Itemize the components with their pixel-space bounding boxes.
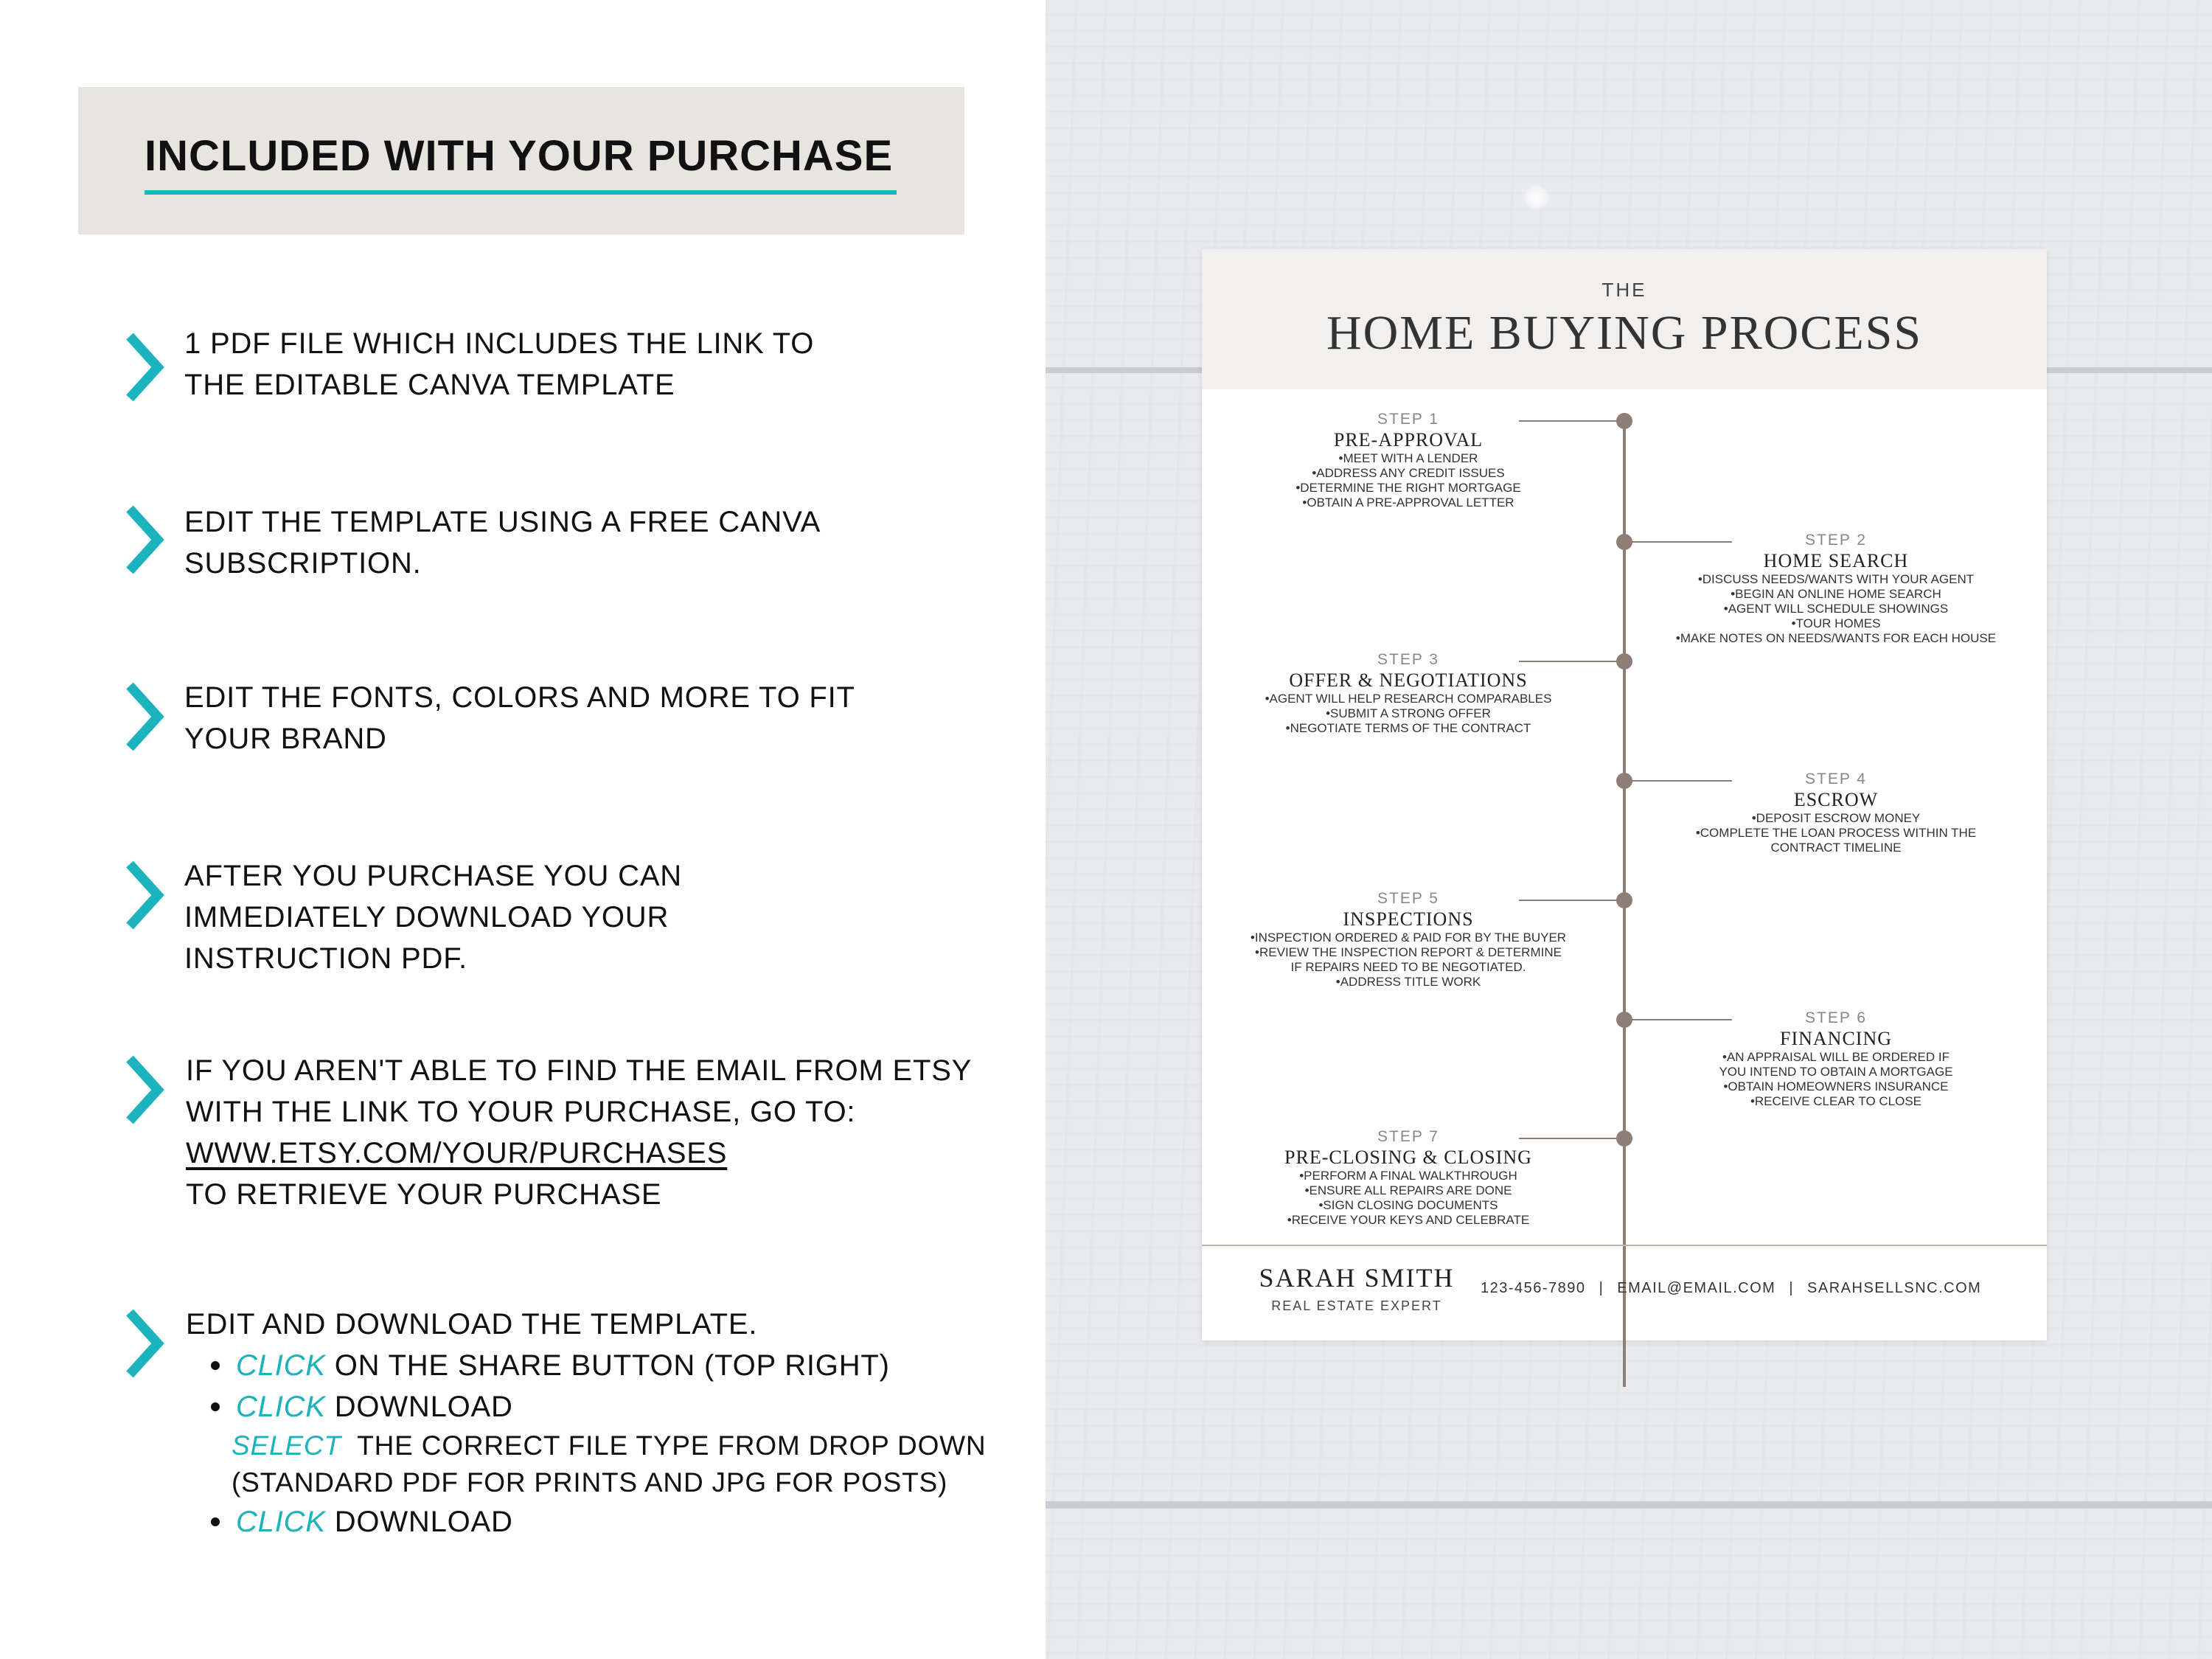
step-name: ESCROW	[1793, 789, 1879, 810]
contact-separator: |	[1599, 1280, 1604, 1296]
timeline-dot	[1616, 892, 1632, 908]
step-detail: IF REPAIRS NEED TO BE NEGOTIATED.	[1290, 960, 1526, 974]
contact-info	[1481, 1280, 1981, 1297]
item-line: AFTER YOU PURCHASE YOU CAN	[184, 860, 682, 892]
step-number: STEP 4	[1805, 771, 1867, 787]
chevron-right-icon	[122, 330, 167, 404]
step-detail: YOU INTEND TO OBTAIN A MORTGAGE	[1719, 1065, 1953, 1079]
step-name: INSPECTIONS	[1343, 908, 1474, 930]
chevron-right-icon	[122, 680, 167, 754]
item-line: EDIT THE TEMPLATE USING A FREE CANVA	[184, 506, 821, 538]
step-number: STEP 2	[1805, 532, 1867, 549]
step-detail: •DETERMINE THE RIGHT MORTGAGE	[1295, 481, 1521, 495]
bullet-item	[186, 1501, 986, 1543]
instruction-bullets	[186, 1345, 986, 1543]
step-detail: •ENSURE ALL REPAIRS ARE DONE	[1304, 1183, 1512, 1197]
item-line: TO RETRIEVE YOUR PURCHASE	[186, 1178, 662, 1211]
timeline-dot	[1616, 1012, 1632, 1028]
step-number: STEP 7	[1377, 1128, 1439, 1145]
item-line: EDIT AND DOWNLOAD THE TEMPLATE.	[186, 1308, 758, 1340]
step-detail: •SIGN CLOSING DOCUMENTS	[1318, 1198, 1498, 1212]
item-line: EDIT THE FONTS, COLORS AND MORE TO FIT	[184, 681, 855, 714]
item-line: INSTRUCTION PDF.	[184, 942, 467, 975]
contact-separator: |	[1789, 1280, 1795, 1296]
bullet-text: DOWNLOAD	[325, 1391, 513, 1423]
item-line: YOUR BRAND	[184, 723, 387, 755]
step-detail: •ADDRESS TITLE WORK	[1335, 975, 1481, 989]
step-detail: •OBTAIN A PRE-APPROVAL LETTER	[1302, 495, 1514, 509]
bullet-item	[186, 1386, 986, 1427]
chevron-right-icon	[122, 503, 167, 577]
step-detail: •RECEIVE CLEAR TO CLOSE	[1750, 1094, 1922, 1108]
timeline-dot	[1616, 534, 1632, 550]
step-detail: •ADDRESS ANY CREDIT ISSUES	[1312, 466, 1505, 480]
agent-name: SARAH SMITH	[1259, 1263, 1455, 1293]
step-detail: •NEGOTIATE TERMS OF THE CONTRACT	[1285, 721, 1531, 735]
step-detail: •AN APPRAISAL WILL BE ORDERED IF	[1722, 1050, 1950, 1064]
step-detail: •INSPECTION ORDERED & PAID FOR BY THE BUYER	[1250, 931, 1567, 945]
step-name: PRE-CLOSING & CLOSING	[1284, 1147, 1532, 1168]
step-detail: •REVIEW THE INSPECTION REPORT & DETERMINE	[1255, 945, 1562, 959]
bullet-item	[186, 1345, 986, 1386]
header-underline	[145, 190, 897, 195]
item-line: 1 PDF FILE WHICH INCLUDES THE LINK TO	[184, 327, 815, 360]
step-detail: •COMPLETE THE LOAN PROCESS WITHIN THE	[1695, 826, 1977, 840]
step-name: PRE-APPROVAL	[1333, 429, 1484, 451]
step-detail: •TOUR HOMES	[1791, 616, 1881, 630]
item-line: IF YOU AREN'T ABLE TO FIND THE EMAIL FROM ETSY	[186, 1054, 973, 1087]
bullet-text: THE CORRECT FILE TYPE FROM DROP DOWN	[341, 1430, 987, 1461]
action-word: CLICK	[236, 1506, 326, 1538]
step-name: OFFER & NEGOTIATIONS	[1289, 669, 1528, 691]
document-title: HOME BUYING PROCESS	[1326, 306, 1923, 360]
step-detail: •DISCUSS NEEDS/WANTS WITH YOUR AGENT	[1697, 572, 1975, 586]
bullet-text: ON THE SHARE BUTTON (TOP RIGHT)	[325, 1349, 890, 1382]
step-detail: •MAKE NOTES ON NEEDS/WANTS FOR EACH HOUSE	[1675, 631, 1997, 645]
bullet-item	[186, 1427, 986, 1464]
chevron-right-icon	[122, 858, 167, 932]
timeline-dot	[1616, 773, 1632, 789]
website: SARAHSELLSNC.COM	[1807, 1280, 1982, 1296]
step-detail: •SUBMIT A STRONG OFFER	[1326, 706, 1491, 720]
item-line: WITH THE LINK TO YOUR PURCHASE, GO TO:	[186, 1096, 856, 1128]
step-number: STEP 5	[1377, 890, 1439, 907]
item-line: IMMEDIATELY DOWNLOAD YOUR	[184, 901, 669, 933]
timeline-step	[1224, 889, 1593, 990]
step-number: STEP 3	[1377, 651, 1439, 668]
step-detail: •RECEIVE YOUR KEYS AND CELEBRATE	[1287, 1213, 1530, 1227]
item-line: THE EDITABLE CANVA TEMPLATE	[184, 369, 675, 401]
step-name: HOME SEARCH	[1763, 550, 1909, 571]
phone-number: 123-456-7890	[1481, 1280, 1586, 1296]
step-number: STEP 1	[1377, 411, 1439, 428]
step-detail: •DEPOSIT ESCROW MONEY	[1751, 811, 1921, 825]
item-line: SUBSCRIPTION.	[184, 547, 422, 580]
timeline-step	[1224, 1127, 1593, 1228]
step-detail: •MEET WITH A LENDER	[1338, 451, 1478, 465]
email-address: EMAIL@EMAIL.COM	[1617, 1280, 1776, 1296]
timeline-step	[1224, 410, 1593, 510]
timeline-dot	[1616, 413, 1632, 429]
step-detail: •PERFORM A FINAL WALKTHROUGH	[1299, 1169, 1517, 1183]
chevron-right-icon	[122, 1307, 167, 1380]
left-panel	[0, 0, 1046, 1659]
action-word: CLICK	[236, 1391, 326, 1423]
step-name: FINANCING	[1780, 1028, 1892, 1049]
step-detail: •AGENT WILL HELP RESEARCH COMPARABLES	[1265, 692, 1552, 706]
timeline-step	[1224, 650, 1593, 736]
chevron-right-icon	[122, 1053, 167, 1127]
timeline-step	[1644, 531, 2028, 646]
step-detail: •AGENT WILL SCHEDULE SHOWINGS	[1723, 602, 1949, 616]
plank-gap	[1046, 1501, 2212, 1509]
timeline-dot	[1616, 653, 1632, 669]
timeline-step	[1644, 770, 2028, 855]
agent-title: REAL ESTATE EXPERT	[1271, 1298, 1442, 1313]
step-detail: •OBTAIN HOMEOWNERS INSURANCE	[1723, 1079, 1949, 1093]
step-detail: •BEGIN AN ONLINE HOME SEARCH	[1731, 587, 1941, 601]
bullet-text: DOWNLOAD	[325, 1506, 513, 1538]
timeline-step	[1644, 1009, 2028, 1109]
footer-divider	[1202, 1245, 2047, 1246]
home-buying-document	[1202, 249, 2047, 1340]
bullet-continuation: (STANDARD PDF FOR PRINTS AND JPG FOR POSTS)	[232, 1467, 948, 1498]
document-pretitle: THE	[1601, 279, 1647, 301]
timeline-dot	[1616, 1130, 1632, 1147]
etsy-purchases-link[interactable]: WWW.ETSY.COM/YOUR/PURCHASES	[186, 1137, 728, 1169]
action-word: SELECT	[232, 1430, 341, 1461]
step-detail: CONTRACT TIMELINE	[1770, 841, 1902, 855]
light-glare	[1523, 184, 1550, 211]
step-number: STEP 6	[1805, 1009, 1867, 1026]
action-word: CLICK	[236, 1349, 326, 1382]
header-title: INCLUDED WITH YOUR PURCHASE	[145, 132, 894, 180]
